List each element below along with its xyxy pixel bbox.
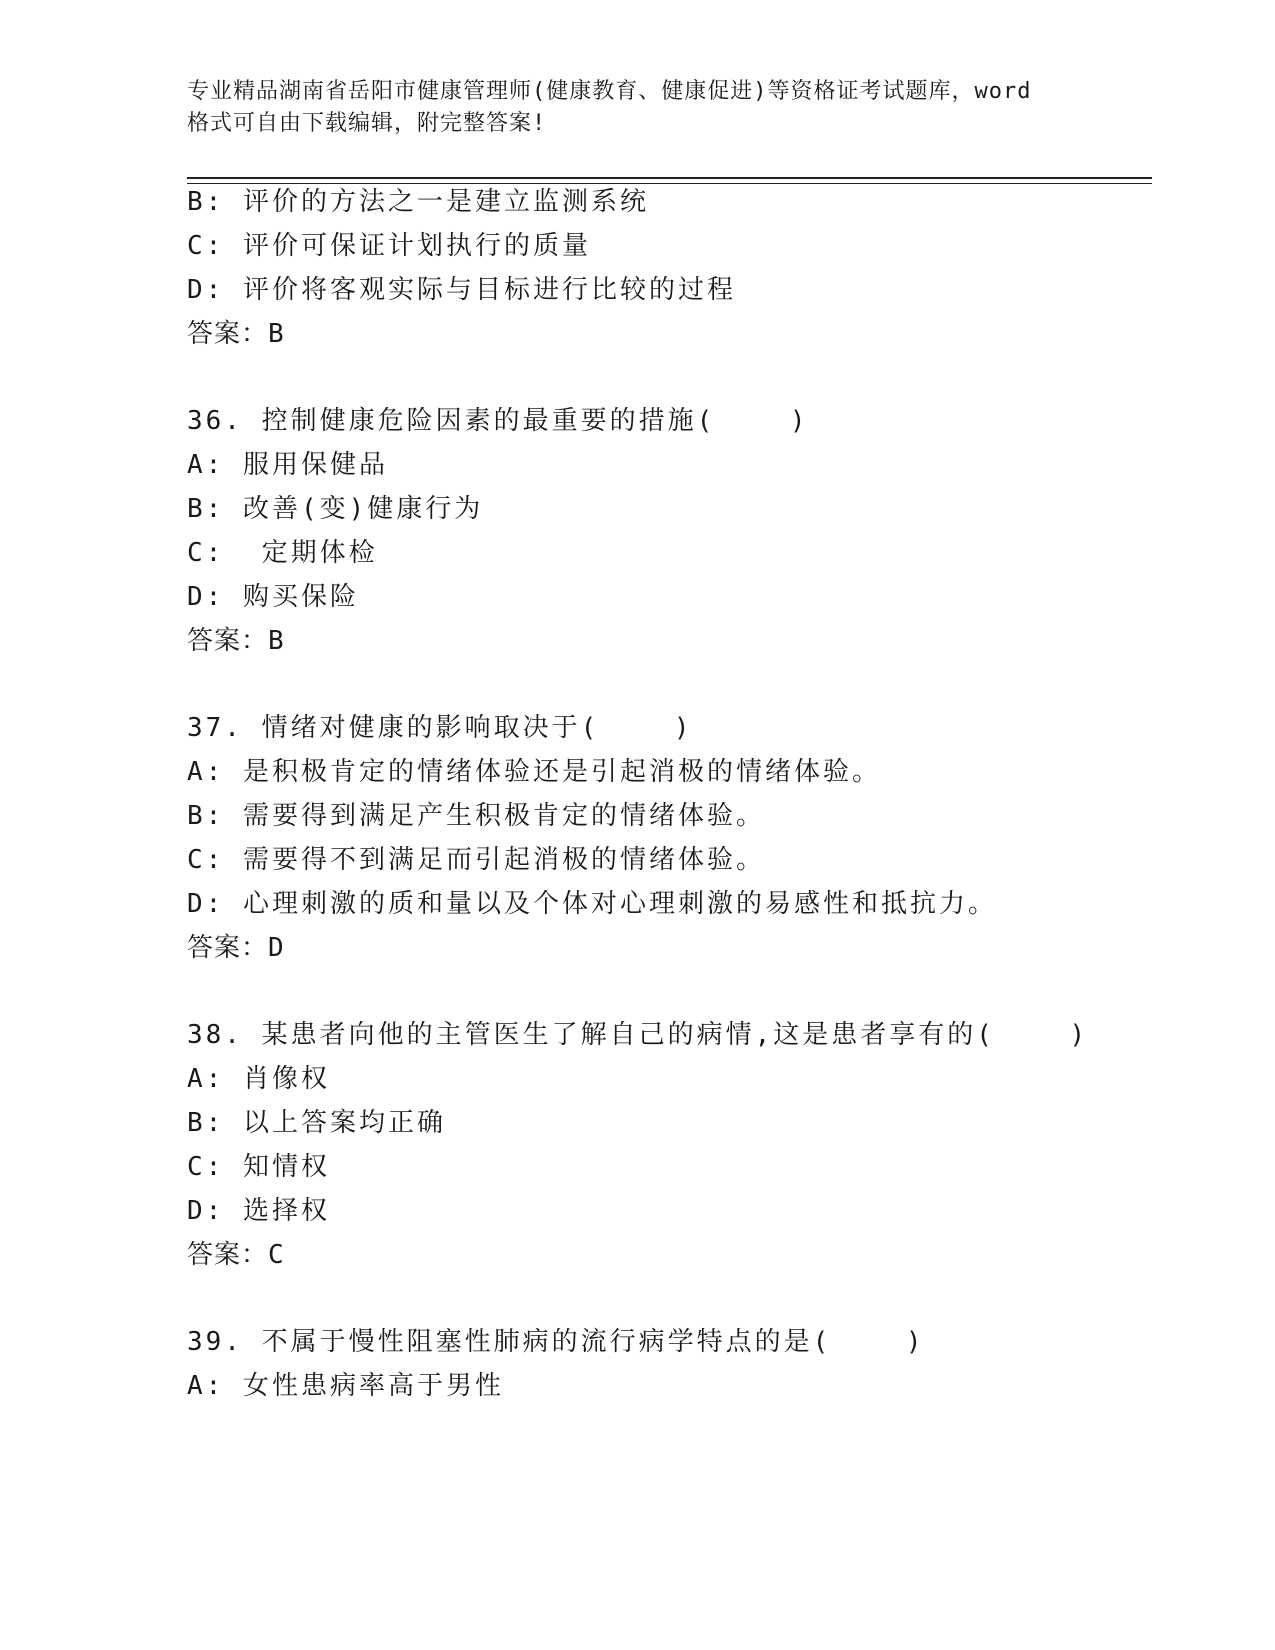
q35-answer: 答案：B [187, 319, 285, 349]
header-line-1: 专业精品湖南省岳阳市健康管理师(健康教育、健康促进)等资格证考试题库，word [187, 79, 1032, 104]
q38-option-b: B: 以上答案均正确 [187, 1108, 446, 1138]
header-rule-thick [187, 177, 1152, 179]
header-line-2: 格式可自由下载编辑，附完整答案! [187, 111, 547, 136]
q37-option-a: A: 是积极肯定的情绪体验还是引起消极的情绪体验。 [187, 757, 881, 787]
document-header [187, 76, 1087, 140]
q38-option-c: C: 知情权 [187, 1152, 330, 1182]
q35-option-c: C: 评价可保证计划执行的质量 [187, 231, 591, 261]
q38-option-d: D: 选择权 [187, 1196, 330, 1226]
q37-option-c: C: 需要得不到满足而引起消极的情绪体验。 [187, 845, 765, 875]
q37-answer: 答案：D [187, 933, 285, 963]
q36-option-d: D: 购买保险 [187, 582, 359, 612]
q36-option-b: B: 改善(变)健康行为 [187, 494, 484, 524]
header-rule-thin [187, 183, 1152, 184]
q36-option-a: A: 服用保健品 [187, 450, 388, 480]
q37-question: 37. 情绪对健康的影响取决于( ) [187, 713, 693, 743]
q38-answer: 答案：C [187, 1240, 285, 1270]
q35-option-b: B: 评价的方法之一是建立监测系统 [187, 187, 649, 217]
q36-question: 36. 控制健康危险因素的最重要的措施( ) [187, 406, 809, 436]
q37-option-d: D: 心理刺激的质和量以及个体对心理刺激的易感性和抵抗力。 [187, 889, 997, 919]
q35-option-d: D: 评价将客观实际与目标进行比较的过程 [187, 275, 736, 305]
q38-question: 38. 某患者向他的主管医生了解自己的病情,这是患者享有的( ) [187, 1020, 1089, 1050]
q37-option-b: B: 需要得到满足产生积极肯定的情绪体验。 [187, 801, 765, 831]
q39-option-a: A: 女性患病率高于男性 [187, 1371, 504, 1401]
q36-answer: 答案：B [187, 626, 285, 656]
q36-option-c: C: 定期体检 [187, 538, 378, 568]
q38-option-a: A: 肖像权 [187, 1064, 330, 1094]
q39-question: 39. 不属于慢性阻塞性肺病的流行病学特点的是( ) [187, 1327, 925, 1357]
